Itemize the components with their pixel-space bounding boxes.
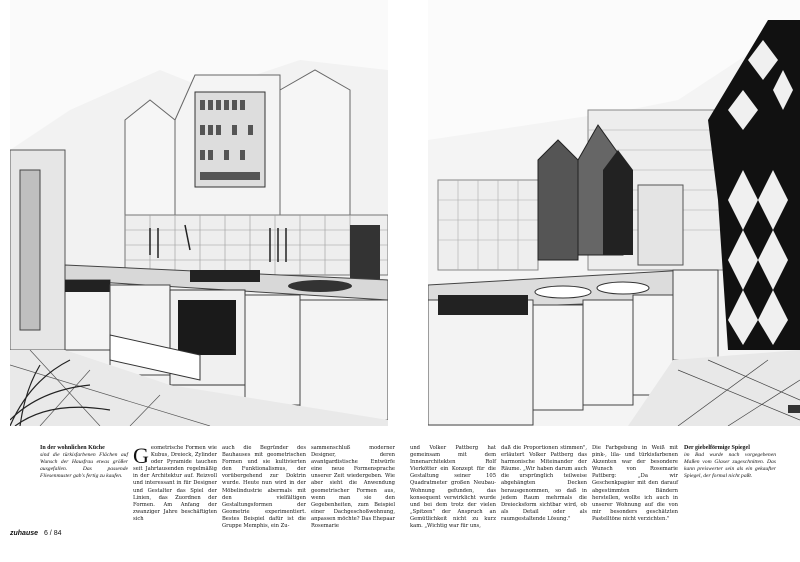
kitchen-photo [10,0,388,426]
article-text-6: Die Farbgebung in Weiß mit pink-, lila- und türkisfarbenen Akzenten war der besondere Wunsch von Rosemarie Pattberg: „Da wir Geschenkpapier mit den darauf abgestimmten Bändern herstellen, wollte ich auch in unserer Wohnung auf die von mir besonders geschätzten Pastelltöne nicht verzichten." [592,445,678,522]
article-column-2 [222,445,306,530]
article-text-2: auch die Begründer des Bauhauses mit geometrischen Formen und sie kultivierten den Funktionalismus, der vorübergehend zur Doktrin wurde. Heute nun wird in der Möbelindustrie abermals mit den vielfältigen Gestaltungsformen der Geometrie experimentiert. Bestes Beispiel dafür ist die Gruppe Memphis, ein Zu- [222,445,306,530]
caption-mirror-text: im Bad wurde nach vorgegebenen Maßen vom Glaser zugeschnitten. Das kann preiswerter sein als ein gekaufter Spiegel, der formal nicht paßt. [684,452,776,479]
caption-kitchen-text: sind die türkisfarbenen Flächen auf Wunsch der Hausfrau etwas größer ausgefallen. Das passende Fliesenmuster gab's fertig zu kaufen. [40,452,128,479]
article-text-1: eometrische Formen wie Kubus, Dreieck, Zylinder oder Pyramide tauchen seit Jahrtausenden regelmäßig in der Architektur auf. Reizvoll und interessant in für Designer und Gestalter das Spiel der Linien, das Zuordnen der Formen. Am Anfang der zwanziger Jahre beschäftigten sich [133,445,217,522]
article-column-6 [592,445,678,523]
article-text-5: daß die Proportionen stimmen", erläutert Volker Pattberg das harmonische Miteinander der Räume. „Wir haben darum auch die ursprünglich teilweise abgehängten Decken herausgenommen, so daß in jedem Raum mehrmals die Dreiecksform sichtbar wird, ob als Detail oder als raumgestaltende Lösung." [501,445,587,522]
bathroom-photo [428,0,800,426]
caption-kitchen-title: In der wohnlichen Küche [40,445,105,451]
article-text-4: und Volker Pattberg hat gemeinsam mit dem Innenarchitekten Rolf Vierkötter ein Konzept für die Gestaltung seiner 105 Quadratmeter großen Neubau-Wohnung gefunden, das konsequent verwirklicht wurde und bei dem trotz der vielen „Spitzen" der Anspruch an Gemütlichkeit nicht zu kurz kam. „Wichtig war für uns, [410,445,496,530]
caption-kitchen [40,445,128,480]
article-column-4 [410,445,496,530]
caption-mirror [684,445,776,480]
page-footer [10,530,61,537]
magazine-brand: zuhause [10,530,39,537]
drop-cap: G [133,443,149,468]
article-column-1 [133,445,217,523]
article-column-3 [311,445,395,530]
article-text-3: sammenschluß moderner Designer, deren avantgardistische Entwürfe eine neue Formensprache unserer Zeit wiedergeben. Wie aber sieht die Anwendung geometrischer Formen aus, wenn man sie den Gegebenheiten, zum Beispiel einer Dachgeschoßwohnung, anpassen möchte? Das Ehepaar Rosemarie [311,445,395,530]
caption-mirror-title: Der giebelförmige Spiegel [684,445,750,451]
page-number: 6 / 84 [43,530,62,537]
article-column-5 [501,445,587,523]
